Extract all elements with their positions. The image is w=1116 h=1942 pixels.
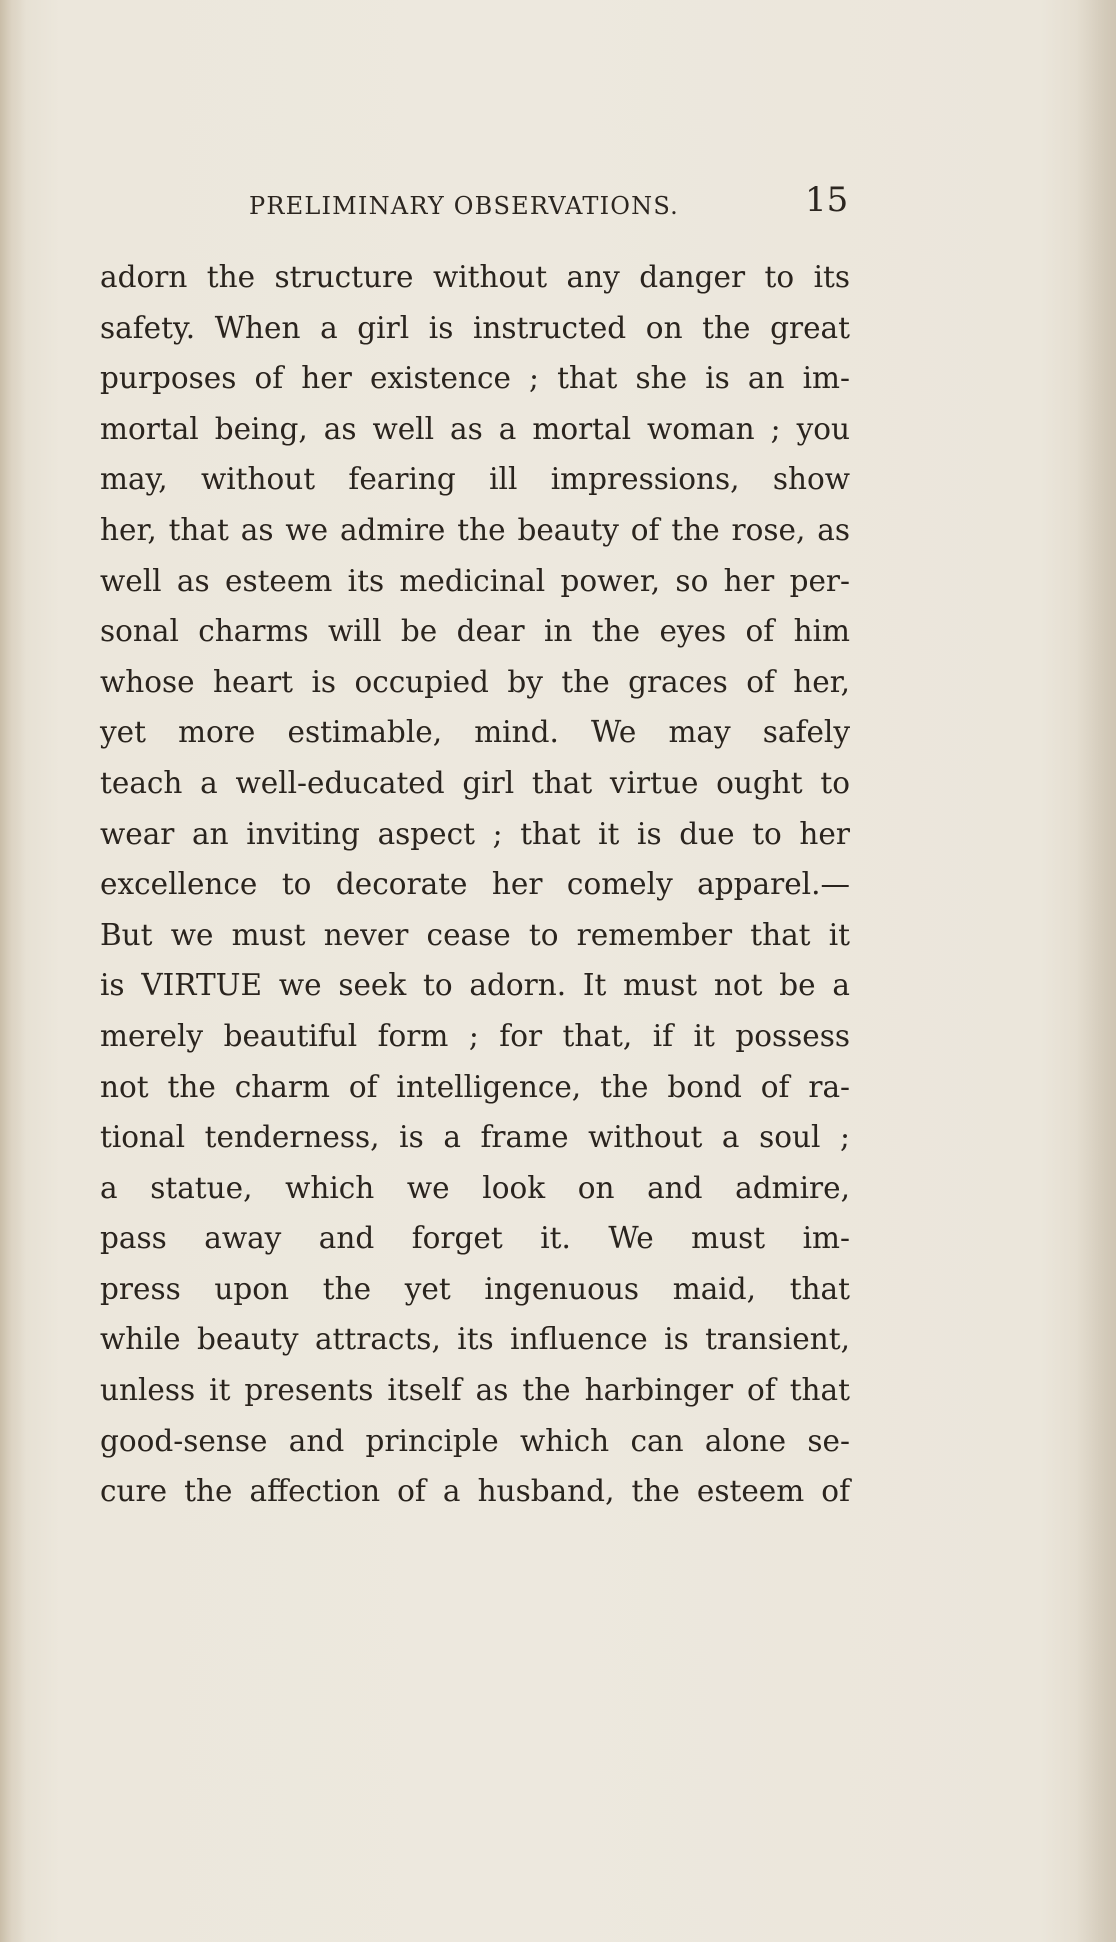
page-header <box>0 178 1116 228</box>
text-line: not the charm of intelligence, the bond of ra- <box>100 1069 850 1104</box>
text-line: mortal being, as well as a mortal woman ; you <box>100 411 850 446</box>
text-line: excellence to decorate her comely apparel.— <box>100 867 850 902</box>
text-line: unless it presents itself as the harbinger of that <box>100 1373 850 1408</box>
text-line: But we must never cease to remember that it <box>100 917 850 952</box>
text-line: her, that as we admire the beauty of the rose, as <box>100 512 850 547</box>
text-line: teach a well-educated girl that virtue ought to <box>100 765 850 800</box>
text-line: tional tenderness, is a frame without a soul ; <box>100 1120 850 1155</box>
body-text <box>100 252 850 1517</box>
text-line: press upon the yet ingenuous maid, that <box>100 1271 850 1306</box>
text-line: is VIRTUE we seek to adorn. It must not be a <box>100 968 850 1003</box>
text-line: whose heart is occupied by the graces of her, <box>100 664 850 699</box>
page-edge-shadow <box>1076 0 1116 1942</box>
gutter-shadow <box>0 0 26 1942</box>
text-line: sonal charms will be dear in the eyes of him <box>100 614 850 649</box>
text-line: adorn the structure without any danger to its <box>100 260 850 294</box>
running-title: PRELIMINARY OBSERVATIONS. <box>249 192 679 220</box>
text-line: pass away and forget it. We must im- <box>100 1221 850 1256</box>
text-line: a statue, which we look on and admire, <box>100 1170 850 1205</box>
text-line: merely beautiful form ; for that, if it possess <box>100 1018 850 1053</box>
text-line: yet more estimable, mind. We may safely <box>100 715 850 750</box>
page-number: 15 <box>805 180 849 220</box>
text-line: safety. When a girl is instructed on the great <box>100 310 850 345</box>
text-line: wear an inviting aspect ; that it is due to her <box>100 816 850 851</box>
text-line: good-sense and principle which can alone se- <box>100 1423 850 1458</box>
text-line: well as esteem its medicinal power, so her per- <box>100 563 850 598</box>
text-line: may, without fearing ill impressions, show <box>100 462 850 497</box>
text-line: cure the affection of a husband, the esteem of <box>100 1474 850 1509</box>
text-line: while beauty attracts, its influence is transient, <box>100 1322 850 1357</box>
text-line: purposes of her existence ; that she is an im- <box>100 361 850 396</box>
